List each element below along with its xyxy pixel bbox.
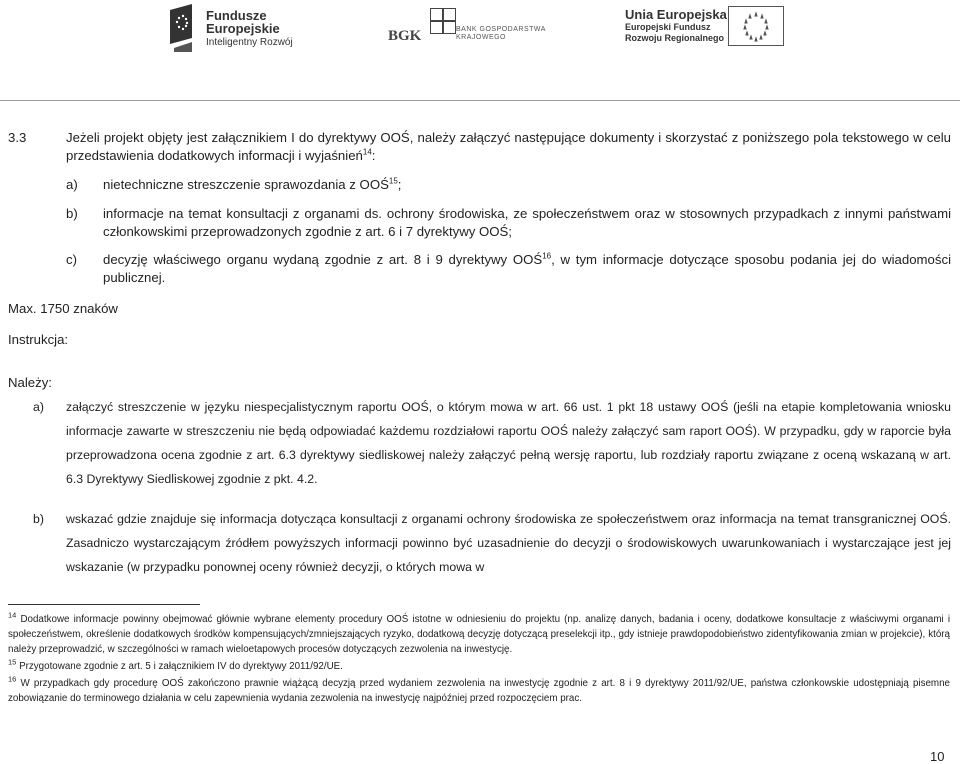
ue-line3: Rozwoju Regionalnego [625,33,724,43]
footnote-ref-15: 15 [388,176,398,186]
instruction-a-text: załączyć streszczenie w języku niespecjalistycznym raportu OOŚ, o którym mowa w art. 66 ust. 1 pkt 18 ustawy OOŚ (jeśli na etapie kompletowania wniosku informacje zawarte w streszczeniu nie będą odpowiadać każdemu rozdziałowi raportu OOŚ należy załączyć sam raport OOŚ). W przypadku, gdy w raporcie była przeprowadzona ocena zgodnie z art. 6.3 dyrektywy siedliskowej należy załączyć pełną wersję raportu, lub rozdziały raportu związane z oceną wskazaną w art. 6.3 Dyrektywy Siedliskowej zgodnie z pkt. 4.2. [66,400,951,486]
footnote-ref-16: 16 [542,251,552,261]
footnote-15-number: 15 [8,657,17,667]
item-b-text: informacje na temat konsultacji z organami ds. ochrony środowiska, ze społeczeństwem oraz w stosownych przypadkach z innymi państwami członkowskimi przeprowadzonych zgodnie z art. 6 i 7 dyrektywy OOŚ; [103,206,951,239]
item-a-tail: ; [397,177,402,192]
fe-line2: Europejskie [206,21,280,36]
item-c-text-before: decyzję właściwego organu wydaną zgodnie z art. 8 i 9 dyrektywy OOŚ [103,252,543,267]
ue-title: Unia Europejska [625,7,727,22]
bgk-logo [388,8,548,48]
footnote-16 [8,676,950,706]
instruction-a-letter: a) [33,400,44,414]
page-number: 10 [930,749,945,764]
footnote-14 [8,612,950,657]
header-logos [0,0,960,60]
footnote-15 [8,659,950,674]
fundusze-europejskie-logo-icon [170,4,196,52]
fe-line1: Fundusze [206,8,267,23]
bgk-mark-icon [430,8,456,34]
footnote-16-text: W przypadkach gdy procedurę OOŚ zakończono prawnie wiążącą decyzją przed wydaniem zezwolenia na inwestycję zgodnie z art. 8 i 9 dyrektywy 2011/92/UE, państwa członkowskie udostępniają pisemne zobowiązanie do terminowego działania w celu zapewnienia wydania zezwolenia na inwestycję najpóźniej przed rozpoczęciem prac. [8,678,950,704]
footnote-14-number: 14 [8,610,17,620]
instruction-b-text: wskazać gdzie znajduje się informacja dotycząca konsultacji z organami ochrony środowiska ze społeczeństwem oraz informacja na temat transgranicznej OOŚ. Zasadniczo wystarczającym źródłem powyższych informacji powinno być uzasadnienie do decyzji o środowiskowych uwarunkowaniach i wystarczające jest jej wskazanie (w przypadku ponownej oceny również decyzji, o których mowa w [66,512,951,574]
footnote-ref-14: 14 [362,147,372,157]
item-a [103,176,951,194]
intro-tail: : [371,148,376,163]
ue-line2: Europejski Fundusz [625,22,711,32]
footnote-14-text: Dodatkowe informacje powinny obejmować głównie wybrane elementy procedury OOŚ istotne w odniesieniu do projektu (np. analizę danych, badania i oceny, dodatkowe konsultacje z właściwymi organami i społeczeństwem, określenie dodatkowych środków kompensujących/zmniejszających ryzyko, dodatkową decyzję dotyczącą preselekcji itp., gdy istnieje prawdopodobieństwo zidentyfikowania zmian w projekcie), którą należy przeprowadzić, w szczególności w ramach wieloetapowych procesów dotyczących zezwolenia na inwestycję. [8,614,950,655]
instruction-lead: Należy: [8,375,52,390]
header-divider [0,100,960,101]
ue-label [625,9,727,44]
eu-flag-icon [728,6,784,46]
bgk-abbr: BGK [388,28,422,44]
item-c [103,251,951,287]
instruction-b-letter: b) [33,512,44,526]
item-c-letter: c) [66,252,77,267]
section-intro [66,129,951,165]
bgk-full-name: BANK GOSPODARSTWA KRAJOWEGO [456,26,546,41]
item-c-text-after: , w tym informacje dotyczące sposobu podania jej do wiadomości publicznej. [103,252,951,285]
item-a-text: nietechniczne streszczenie sprawozdania z OOŚ [103,177,389,192]
fe-line3: Inteligentny Rozwój [206,37,293,48]
footnote-16-number: 16 [8,674,17,684]
instruction-label: Instrukcja: [8,332,69,347]
item-b-letter: b) [66,206,78,221]
footnote-15-text: Przygotowane zgodnie z art. 5 i załącznikiem IV do dyrektywy 2011/92/UE. [19,661,343,672]
section-intro-text: Jeżeli projekt objęty jest załącznikiem I do dyrektywy OOŚ, należy załączyć następujące dokumenty i skorzystać z poniższego pola tekstowego w celu przedstawienia dodatkowych informacji i wyjaśnień [66,130,951,163]
footnote-separator [8,604,200,605]
fundusze-europejskie-label [206,9,293,49]
section-number: 3.3 [8,130,27,145]
item-a-letter: a) [66,177,78,192]
max-chars-label: Max. 1750 znaków [8,301,118,316]
